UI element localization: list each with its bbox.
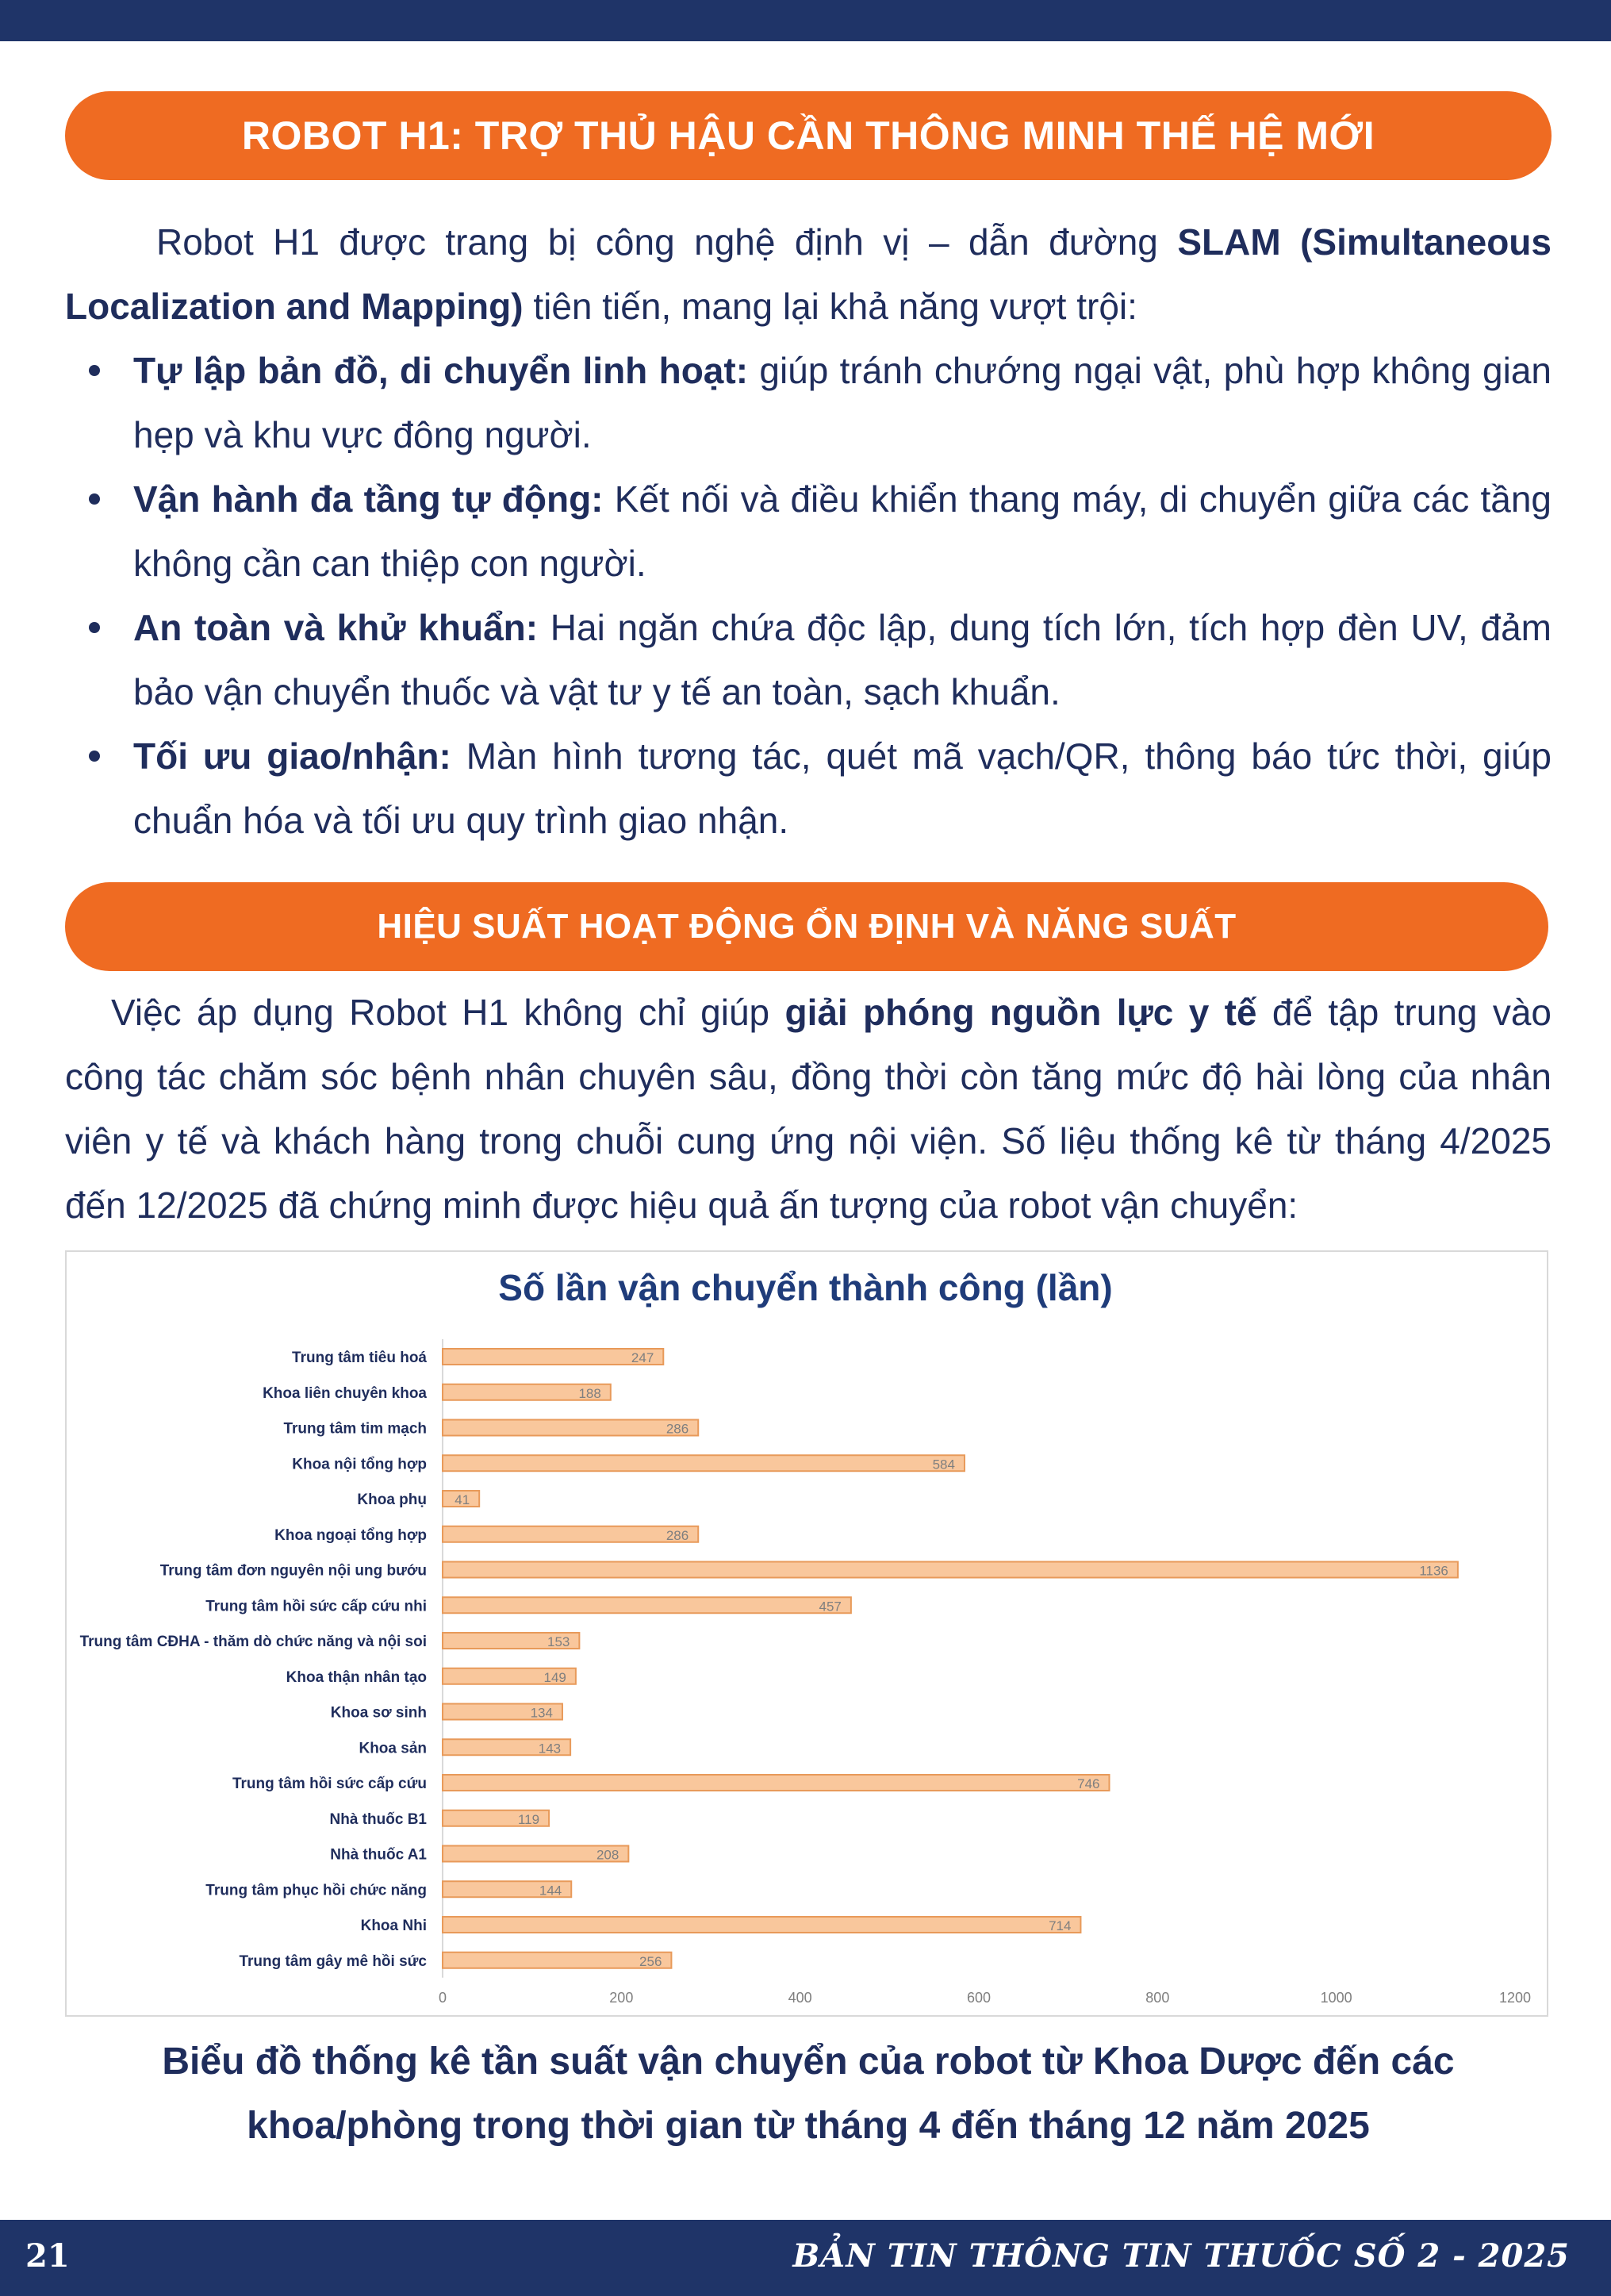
intro-text-a: Robot H1 được trang bị công nghệ định vị – dẫn đường xyxy=(156,221,1178,263)
performance-text-b: để tập trung vào công tác chăm sóc bệnh nhân chuyên sâu, đồng thời còn tăng mức độ hài lòng của nhân viên y tế và khách hàng trong chuỗi cung ứng nội viện. Số liệu thống kê từ tháng 4/2025 đến 12/2025 đã chứng minh được hiệu quả ấn tượng của robot vận chuyển: xyxy=(65,992,1552,1226)
page-number: 21 xyxy=(25,2237,70,2275)
performance-paragraph xyxy=(65,981,1552,1238)
feature-text: giúp tránh chướng ngại vật, phù hợp không gian hẹp và khu vực đông người. xyxy=(133,350,1552,455)
category-label: Trung tâm tim mạch xyxy=(283,1420,427,1438)
category-label: Khoa Nhi xyxy=(360,1918,427,1934)
section-banner-performance xyxy=(65,882,1548,971)
data-label: 714 xyxy=(1049,1918,1072,1933)
data-label: 746 xyxy=(1077,1776,1100,1791)
data-label: 1136 xyxy=(1419,1563,1448,1579)
category-label: Khoa liên chuyên khoa xyxy=(263,1384,427,1402)
bar xyxy=(443,1349,663,1365)
data-label: 134 xyxy=(530,1705,553,1721)
performance-text-a: Việc áp dụng Robot H1 không chỉ giúp xyxy=(111,992,785,1033)
x-tick-label: 800 xyxy=(1145,1990,1170,2006)
category-label: Khoa ngoại tổng hợp xyxy=(274,1526,427,1544)
list-item xyxy=(65,596,1552,724)
data-label: 584 xyxy=(932,1457,955,1472)
feature-title: Vận hành đa tầng tự động: xyxy=(133,478,604,520)
bar xyxy=(443,1952,671,1968)
feature-text: Màn hình tương tác, quét mã vạch/QR, thông báo tức thời, giúp chuẩn hóa và tối ưu quy trình giao nhận. xyxy=(133,735,1552,841)
feature-text: Hai ngăn chứa độc lập, dung tích lớn, tích hợp đèn UV, đảm bảo vận chuyển thuốc và vật tư y tế an toàn, sạch khuẩn. xyxy=(133,607,1552,712)
feature-title: An toàn và khử khuẩn: xyxy=(133,607,539,648)
list-item xyxy=(65,467,1552,596)
performance-text-bold: giải phóng nguồn lực y tế xyxy=(784,992,1257,1033)
category-label: Trung tâm gây mê hồi sức xyxy=(239,1952,427,1970)
x-tick-label: 1200 xyxy=(1498,1990,1532,2006)
feature-title: Tự lập bản đồ, di chuyển linh hoạt: xyxy=(133,350,749,391)
bar xyxy=(443,1775,1109,1791)
category-label: Trung tâm phục hồi chức năng xyxy=(205,1882,427,1899)
feature-text: Kết nối và điều khiển thang máy, di chuyển giữa các tầng không cần can thiệp con người. xyxy=(133,478,1552,584)
category-label: Trung tâm CĐHA - thăm dò chức năng và nội soi xyxy=(79,1634,427,1650)
category-label: Nhà thuốc B1 xyxy=(329,1810,427,1828)
bullet-icon xyxy=(89,365,100,376)
data-label: 188 xyxy=(578,1385,601,1401)
bar xyxy=(443,1526,698,1542)
bar xyxy=(443,1597,851,1613)
data-label: 143 xyxy=(538,1741,562,1757)
data-label: 208 xyxy=(596,1847,619,1863)
data-label: 119 xyxy=(517,1811,540,1827)
data-label: 144 xyxy=(539,1883,562,1899)
bullet-icon xyxy=(89,622,100,633)
list-item xyxy=(65,339,1552,467)
intro-text-bold: SLAM (Simultaneous Localization and Mapping) xyxy=(65,221,1552,327)
bar xyxy=(443,1562,1458,1578)
bar xyxy=(443,1420,698,1436)
section-banner-robot-h1 xyxy=(65,91,1552,180)
chart-caption: Biểu đồ thống kê tần suất vận chuyển của robot từ Khoa Dược đến các khoa/phòng trong thời gian từ tháng 4 đến tháng 12 năm 2025 xyxy=(162,2041,1455,2147)
data-label: 286 xyxy=(665,1421,689,1437)
x-tick-label: 400 xyxy=(788,1990,812,2006)
data-label: 149 xyxy=(543,1669,566,1685)
data-label: 153 xyxy=(547,1634,570,1649)
x-tick-label: 1000 xyxy=(1320,1990,1352,2006)
bullet-icon xyxy=(89,493,100,505)
footer-title: BẢN TIN THÔNG TIN THUỐC SỐ 2 - 2025 xyxy=(792,2237,1570,2275)
x-tick-label: 600 xyxy=(966,1990,992,2006)
section-title: HIỆU SUẤT HOẠT ĐỘNG ỔN ĐỊNH VÀ NĂNG SUẤT xyxy=(377,907,1237,946)
list-item xyxy=(65,724,1552,853)
category-label: Nhà thuốc A1 xyxy=(330,1846,427,1864)
bar xyxy=(443,1917,1080,1933)
bar-chart xyxy=(65,1250,1548,2017)
top-bar xyxy=(0,0,1611,41)
category-label: Khoa nội tổng hợp xyxy=(292,1456,427,1473)
category-label: Trung tâm tiêu hoá xyxy=(292,1350,427,1366)
data-label: 457 xyxy=(819,1599,842,1614)
category-label: Khoa thận nhân tạo xyxy=(286,1668,427,1686)
category-label: Trung tâm hồi sức cấp cứu nhi xyxy=(205,1598,427,1615)
bar xyxy=(443,1455,965,1471)
category-label: Khoa sản xyxy=(359,1740,427,1757)
category-label: Khoa phụ xyxy=(357,1492,427,1508)
x-tick-label: 200 xyxy=(609,1990,634,2006)
chart-title: Số lần vận chuyển thành công (lần) xyxy=(498,1267,1113,1308)
data-label: 247 xyxy=(631,1350,654,1365)
data-label: 256 xyxy=(639,1953,662,1969)
feature-list xyxy=(65,339,1552,853)
feature-title: Tối ưu giao/nhận: xyxy=(133,735,451,777)
section-title: ROBOT H1: TRỢ THỦ HẬU CẦN THÔNG MINH THẾ HỆ MỚI xyxy=(241,113,1375,158)
data-label: 286 xyxy=(665,1527,689,1543)
x-tick-label: 0 xyxy=(438,1990,447,2006)
intro-paragraph xyxy=(65,210,1552,339)
data-label: 41 xyxy=(455,1492,470,1507)
category-label: Khoa sơ sinh xyxy=(330,1704,427,1722)
category-label: Trung tâm đơn nguyên nội ung bướu xyxy=(159,1562,427,1580)
bullet-icon xyxy=(89,751,100,762)
intro-text-b: tiên tiến, mang lại khả năng vượt trội: xyxy=(523,286,1137,327)
category-label: Trung tâm hồi sức cấp cứu xyxy=(232,1776,427,1792)
